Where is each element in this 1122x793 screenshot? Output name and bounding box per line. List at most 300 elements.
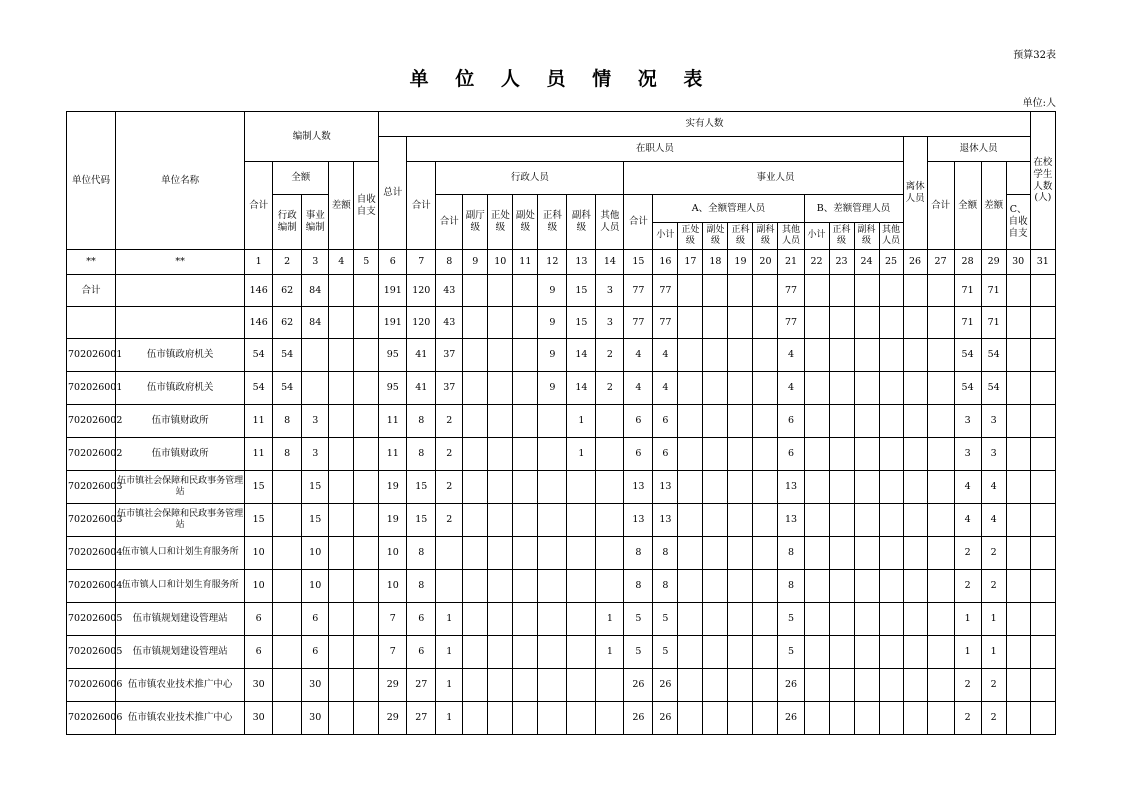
value-cell bbox=[273, 570, 302, 603]
value-cell: 5 bbox=[624, 603, 653, 636]
value-cell bbox=[678, 275, 703, 307]
value-cell: 95 bbox=[379, 372, 407, 405]
value-cell bbox=[273, 504, 302, 537]
value-cell bbox=[678, 339, 703, 372]
header-a-quane: A、全额管理人员 bbox=[653, 195, 804, 223]
value-cell: 9 bbox=[538, 275, 567, 307]
unit-code-cell: 702026005 bbox=[67, 636, 116, 669]
value-cell: 10 bbox=[379, 570, 407, 603]
value-cell bbox=[804, 275, 829, 307]
header-qita: 其他人员 bbox=[596, 195, 624, 250]
header-a-fuchu: 副处级 bbox=[703, 223, 728, 250]
value-cell bbox=[753, 372, 778, 405]
value-cell bbox=[1006, 405, 1030, 438]
value-cell: 8 bbox=[273, 438, 302, 471]
value-cell bbox=[354, 438, 379, 471]
value-cell bbox=[927, 570, 954, 603]
value-cell bbox=[854, 275, 879, 307]
table-row bbox=[67, 372, 1056, 405]
value-cell bbox=[354, 339, 379, 372]
column-index-cell: 26 bbox=[903, 250, 927, 275]
value-cell bbox=[329, 339, 354, 372]
value-cell bbox=[927, 504, 954, 537]
value-cell bbox=[829, 702, 854, 735]
value-cell bbox=[354, 405, 379, 438]
value-cell: 54 bbox=[954, 372, 981, 405]
column-index-cell: 9 bbox=[463, 250, 488, 275]
value-cell bbox=[329, 570, 354, 603]
value-cell bbox=[567, 636, 596, 669]
value-cell: 11 bbox=[379, 438, 407, 471]
value-cell bbox=[703, 669, 728, 702]
value-cell: 62 bbox=[273, 275, 302, 307]
value-cell bbox=[829, 537, 854, 570]
value-cell bbox=[728, 405, 753, 438]
value-cell: 54 bbox=[245, 339, 273, 372]
unit-code-cell: 702026001 bbox=[67, 372, 116, 405]
value-cell bbox=[903, 636, 927, 669]
unit-name-cell: 伍市镇财政所 bbox=[116, 438, 245, 471]
value-cell bbox=[703, 537, 728, 570]
value-cell bbox=[513, 702, 538, 735]
value-cell bbox=[703, 275, 728, 307]
value-cell: 5 bbox=[653, 636, 678, 669]
value-cell bbox=[903, 471, 927, 504]
value-cell: 1 bbox=[596, 636, 624, 669]
value-cell bbox=[354, 372, 379, 405]
value-cell bbox=[329, 537, 354, 570]
value-cell bbox=[463, 504, 488, 537]
unit-name-cell: 伍市镇农业技术推广中心 bbox=[116, 669, 245, 702]
value-cell bbox=[804, 669, 829, 702]
value-cell: 26 bbox=[778, 702, 804, 735]
header-unit-code: 单位代码 bbox=[67, 112, 116, 250]
unit-name-cell: 伍市镇农业技术推广中心 bbox=[116, 702, 245, 735]
value-cell: 14 bbox=[567, 339, 596, 372]
value-cell bbox=[1030, 275, 1055, 307]
value-cell bbox=[538, 603, 567, 636]
value-cell: 2 bbox=[436, 438, 463, 471]
value-cell bbox=[804, 307, 829, 339]
unit-code-cell: 702026002 bbox=[67, 405, 116, 438]
value-cell bbox=[1030, 307, 1055, 339]
value-cell bbox=[513, 669, 538, 702]
column-index-cell: 2 bbox=[273, 250, 302, 275]
header-bianzhi: 编制人数 bbox=[245, 112, 379, 162]
value-cell bbox=[879, 537, 903, 570]
value-cell bbox=[1030, 636, 1055, 669]
value-cell bbox=[829, 636, 854, 669]
value-cell: 26 bbox=[624, 702, 653, 735]
value-cell bbox=[703, 636, 728, 669]
value-cell bbox=[488, 702, 513, 735]
header-zishou: 自收自支 bbox=[354, 162, 379, 250]
value-cell: 1 bbox=[436, 636, 463, 669]
value-cell bbox=[329, 372, 354, 405]
header-futing: 副厅级 bbox=[463, 195, 488, 250]
value-cell bbox=[513, 307, 538, 339]
value-cell bbox=[1030, 570, 1055, 603]
value-cell bbox=[513, 405, 538, 438]
unit-code-cell: 702026004 bbox=[67, 537, 116, 570]
value-cell: 71 bbox=[954, 307, 981, 339]
value-cell: 26 bbox=[653, 669, 678, 702]
value-cell: 11 bbox=[245, 438, 273, 471]
value-cell: 54 bbox=[954, 339, 981, 372]
header-b-qita: 其他人员 bbox=[879, 223, 903, 250]
value-cell: 6 bbox=[778, 438, 804, 471]
value-cell bbox=[1006, 339, 1030, 372]
value-cell: 191 bbox=[379, 275, 407, 307]
value-cell: 15 bbox=[407, 504, 436, 537]
column-index-cell: 16 bbox=[653, 250, 678, 275]
value-cell bbox=[1006, 603, 1030, 636]
value-cell: 54 bbox=[245, 372, 273, 405]
value-cell: 4 bbox=[624, 339, 653, 372]
value-cell bbox=[927, 669, 954, 702]
value-cell bbox=[273, 537, 302, 570]
value-cell bbox=[354, 603, 379, 636]
value-cell: 2 bbox=[954, 537, 981, 570]
value-cell bbox=[804, 570, 829, 603]
personnel-table bbox=[66, 111, 1056, 735]
value-cell bbox=[596, 438, 624, 471]
value-cell bbox=[488, 339, 513, 372]
value-cell: 29 bbox=[379, 669, 407, 702]
page-title: 单 位 人 员 情 况 表 bbox=[409, 68, 713, 90]
value-cell bbox=[753, 603, 778, 636]
value-cell bbox=[829, 275, 854, 307]
value-cell bbox=[703, 372, 728, 405]
value-cell bbox=[678, 702, 703, 735]
value-cell bbox=[854, 438, 879, 471]
unit-name-cell: 伍市镇规划建设管理站 bbox=[116, 636, 245, 669]
table-row bbox=[67, 275, 1056, 307]
unit-code-cell: 702026004 bbox=[67, 570, 116, 603]
header-zhengchu: 正处级 bbox=[488, 195, 513, 250]
value-cell bbox=[927, 603, 954, 636]
value-cell bbox=[538, 570, 567, 603]
value-cell bbox=[927, 537, 954, 570]
value-cell: 3 bbox=[981, 405, 1006, 438]
value-cell bbox=[879, 438, 903, 471]
value-cell: 41 bbox=[407, 339, 436, 372]
unit-name-cell: 伍市镇人口和计划生育服务所 bbox=[116, 537, 245, 570]
unit-name-cell bbox=[116, 307, 245, 339]
column-index-cell: 30 bbox=[1006, 250, 1030, 275]
value-cell bbox=[488, 405, 513, 438]
column-index-cell: 27 bbox=[927, 250, 954, 275]
value-cell bbox=[879, 372, 903, 405]
header-tx-quane: 全额 bbox=[954, 162, 981, 250]
value-cell bbox=[1006, 471, 1030, 504]
value-cell bbox=[1030, 339, 1055, 372]
value-cell bbox=[903, 669, 927, 702]
value-cell: 84 bbox=[302, 307, 329, 339]
value-cell bbox=[879, 636, 903, 669]
unit-name-cell: 伍市镇社会保障和民政事务管理站 bbox=[116, 471, 245, 504]
value-cell bbox=[753, 339, 778, 372]
unit-code-cell: 702026003 bbox=[67, 471, 116, 504]
header-xingzheng-bianzhi: 行政编制 bbox=[273, 195, 302, 250]
value-cell bbox=[538, 405, 567, 438]
value-cell: 1 bbox=[981, 603, 1006, 636]
value-cell bbox=[1006, 307, 1030, 339]
header-unit-name: 单位名称 bbox=[116, 112, 245, 250]
column-index-cell: 28 bbox=[954, 250, 981, 275]
value-cell: 4 bbox=[778, 372, 804, 405]
value-cell bbox=[488, 636, 513, 669]
header-a-qita: 其他人员 bbox=[778, 223, 804, 250]
value-cell: 1 bbox=[596, 603, 624, 636]
value-cell bbox=[463, 702, 488, 735]
value-cell bbox=[753, 504, 778, 537]
table-row bbox=[67, 570, 1056, 603]
value-cell bbox=[538, 669, 567, 702]
header-shiye-bianzhi: 事业编制 bbox=[302, 195, 329, 250]
value-cell bbox=[488, 372, 513, 405]
value-cell bbox=[302, 372, 329, 405]
value-cell bbox=[728, 570, 753, 603]
column-index-cell: 23 bbox=[829, 250, 854, 275]
value-cell: 3 bbox=[954, 405, 981, 438]
value-cell bbox=[879, 669, 903, 702]
value-cell: 2 bbox=[981, 570, 1006, 603]
value-cell bbox=[463, 405, 488, 438]
unit-name-cell: 伍市镇政府机关 bbox=[116, 339, 245, 372]
value-cell bbox=[513, 471, 538, 504]
value-cell bbox=[703, 438, 728, 471]
value-cell: 15 bbox=[302, 504, 329, 537]
value-cell bbox=[1006, 702, 1030, 735]
value-cell bbox=[488, 537, 513, 570]
value-cell bbox=[463, 537, 488, 570]
header-zaixiao: 在校学生人数(人) bbox=[1030, 112, 1055, 250]
table-row bbox=[67, 603, 1056, 636]
value-cell bbox=[854, 307, 879, 339]
table-row bbox=[67, 669, 1056, 702]
value-cell bbox=[927, 438, 954, 471]
unit-code-cell: 合计 bbox=[67, 275, 116, 307]
value-cell: 1 bbox=[436, 603, 463, 636]
value-cell bbox=[854, 405, 879, 438]
value-cell bbox=[1006, 504, 1030, 537]
value-cell: 6 bbox=[407, 636, 436, 669]
value-cell bbox=[1030, 702, 1055, 735]
header-tx-heji: 合计 bbox=[927, 162, 954, 250]
value-cell bbox=[513, 504, 538, 537]
column-index-cell: 4 bbox=[329, 250, 354, 275]
unit-name-cell: 伍市镇人口和计划生育服务所 bbox=[116, 570, 245, 603]
value-cell: 26 bbox=[653, 702, 678, 735]
value-cell bbox=[1030, 537, 1055, 570]
value-cell bbox=[329, 307, 354, 339]
unit-code-cell: 702026003 bbox=[67, 504, 116, 537]
value-cell bbox=[927, 405, 954, 438]
value-cell: 43 bbox=[436, 307, 463, 339]
value-cell: 13 bbox=[778, 471, 804, 504]
value-cell bbox=[829, 405, 854, 438]
table-row bbox=[67, 405, 1056, 438]
header-fuke: 副科级 bbox=[567, 195, 596, 250]
column-index-cell: 25 bbox=[879, 250, 903, 275]
value-cell: 71 bbox=[981, 275, 1006, 307]
value-cell bbox=[596, 504, 624, 537]
column-index-cell: 21 bbox=[778, 250, 804, 275]
column-index-cell: 14 bbox=[596, 250, 624, 275]
value-cell: 26 bbox=[778, 669, 804, 702]
value-cell: 8 bbox=[407, 570, 436, 603]
value-cell: 4 bbox=[981, 504, 1006, 537]
column-index-cell: 19 bbox=[728, 250, 753, 275]
value-cell bbox=[728, 636, 753, 669]
value-cell: 95 bbox=[379, 339, 407, 372]
value-cell bbox=[854, 372, 879, 405]
value-cell: 54 bbox=[273, 372, 302, 405]
unit-code-cell: 702026001 bbox=[67, 339, 116, 372]
value-cell bbox=[728, 275, 753, 307]
value-cell: 4 bbox=[954, 504, 981, 537]
value-cell: 4 bbox=[954, 471, 981, 504]
value-cell: 2 bbox=[436, 471, 463, 504]
value-cell: 6 bbox=[653, 405, 678, 438]
column-index-cell: 22 bbox=[804, 250, 829, 275]
value-cell bbox=[804, 339, 829, 372]
value-cell bbox=[879, 471, 903, 504]
value-cell: 5 bbox=[778, 603, 804, 636]
value-cell: 146 bbox=[245, 275, 273, 307]
unit-label: 单位:人 bbox=[1022, 98, 1056, 109]
value-cell bbox=[567, 669, 596, 702]
value-cell bbox=[879, 603, 903, 636]
value-cell bbox=[596, 537, 624, 570]
value-cell bbox=[354, 636, 379, 669]
value-cell bbox=[463, 339, 488, 372]
value-cell: 13 bbox=[778, 504, 804, 537]
value-cell: 30 bbox=[302, 702, 329, 735]
value-cell: 13 bbox=[653, 471, 678, 504]
unit-code-cell bbox=[67, 307, 116, 339]
value-cell: 1 bbox=[567, 438, 596, 471]
value-cell bbox=[488, 275, 513, 307]
value-cell: 8 bbox=[778, 537, 804, 570]
value-cell: 7 bbox=[379, 603, 407, 636]
value-cell: 62 bbox=[273, 307, 302, 339]
value-cell bbox=[728, 438, 753, 471]
header-lixiu: 离休人员 bbox=[903, 137, 927, 250]
value-cell bbox=[488, 471, 513, 504]
value-cell: 5 bbox=[778, 636, 804, 669]
header-xz-heji: 合计 bbox=[436, 195, 463, 250]
value-cell bbox=[903, 438, 927, 471]
value-cell bbox=[804, 471, 829, 504]
value-cell bbox=[567, 471, 596, 504]
unit-name-cell bbox=[116, 275, 245, 307]
value-cell bbox=[567, 537, 596, 570]
value-cell bbox=[567, 504, 596, 537]
value-cell bbox=[829, 307, 854, 339]
value-cell: 6 bbox=[302, 636, 329, 669]
value-cell bbox=[728, 669, 753, 702]
value-cell bbox=[854, 339, 879, 372]
value-cell bbox=[903, 603, 927, 636]
value-cell: 77 bbox=[653, 275, 678, 307]
value-cell bbox=[329, 669, 354, 702]
value-cell: 6 bbox=[302, 603, 329, 636]
value-cell bbox=[927, 339, 954, 372]
value-cell bbox=[596, 702, 624, 735]
value-cell bbox=[1006, 669, 1030, 702]
value-cell: 4 bbox=[981, 471, 1006, 504]
column-index-cell: 12 bbox=[538, 250, 567, 275]
value-cell: 11 bbox=[245, 405, 273, 438]
value-cell bbox=[513, 603, 538, 636]
column-index-cell: 7 bbox=[407, 250, 436, 275]
value-cell bbox=[753, 438, 778, 471]
value-cell bbox=[728, 702, 753, 735]
table-row bbox=[67, 537, 1056, 570]
value-cell bbox=[879, 405, 903, 438]
value-cell bbox=[538, 636, 567, 669]
value-cell bbox=[567, 603, 596, 636]
value-cell: 6 bbox=[245, 603, 273, 636]
value-cell bbox=[728, 603, 753, 636]
value-cell: 8 bbox=[273, 405, 302, 438]
value-cell bbox=[728, 372, 753, 405]
column-index-cell: 6 bbox=[379, 250, 407, 275]
value-cell: 3 bbox=[596, 307, 624, 339]
value-cell: 15 bbox=[245, 471, 273, 504]
value-cell bbox=[273, 471, 302, 504]
value-cell: 8 bbox=[407, 537, 436, 570]
value-cell bbox=[273, 702, 302, 735]
value-cell bbox=[753, 405, 778, 438]
value-cell: 9 bbox=[538, 339, 567, 372]
header-fuchu: 副处级 bbox=[513, 195, 538, 250]
value-cell bbox=[678, 603, 703, 636]
value-cell bbox=[463, 636, 488, 669]
value-cell: 10 bbox=[302, 537, 329, 570]
table-row bbox=[67, 702, 1056, 735]
value-cell: 15 bbox=[302, 471, 329, 504]
value-cell: 26 bbox=[624, 669, 653, 702]
value-cell bbox=[1006, 570, 1030, 603]
column-index-cell: 24 bbox=[854, 250, 879, 275]
value-cell bbox=[678, 372, 703, 405]
header-bz-heji: 合计 bbox=[245, 162, 273, 250]
value-cell bbox=[678, 405, 703, 438]
value-cell: 120 bbox=[407, 307, 436, 339]
value-cell bbox=[927, 307, 954, 339]
value-cell: 10 bbox=[245, 537, 273, 570]
value-cell bbox=[538, 537, 567, 570]
header-b-chae: B、差额管理人员 bbox=[804, 195, 903, 223]
table-row bbox=[67, 471, 1056, 504]
column-index-cell: 20 bbox=[753, 250, 778, 275]
column-index-cell: 15 bbox=[624, 250, 653, 275]
value-cell: 13 bbox=[624, 504, 653, 537]
value-cell: 1 bbox=[954, 636, 981, 669]
value-cell: 27 bbox=[407, 669, 436, 702]
column-index-cell: 1 bbox=[245, 250, 273, 275]
value-cell bbox=[488, 570, 513, 603]
value-cell bbox=[596, 471, 624, 504]
column-index-cell: 17 bbox=[678, 250, 703, 275]
value-cell: 27 bbox=[407, 702, 436, 735]
value-cell bbox=[829, 339, 854, 372]
value-cell: 6 bbox=[245, 636, 273, 669]
value-cell bbox=[1006, 438, 1030, 471]
